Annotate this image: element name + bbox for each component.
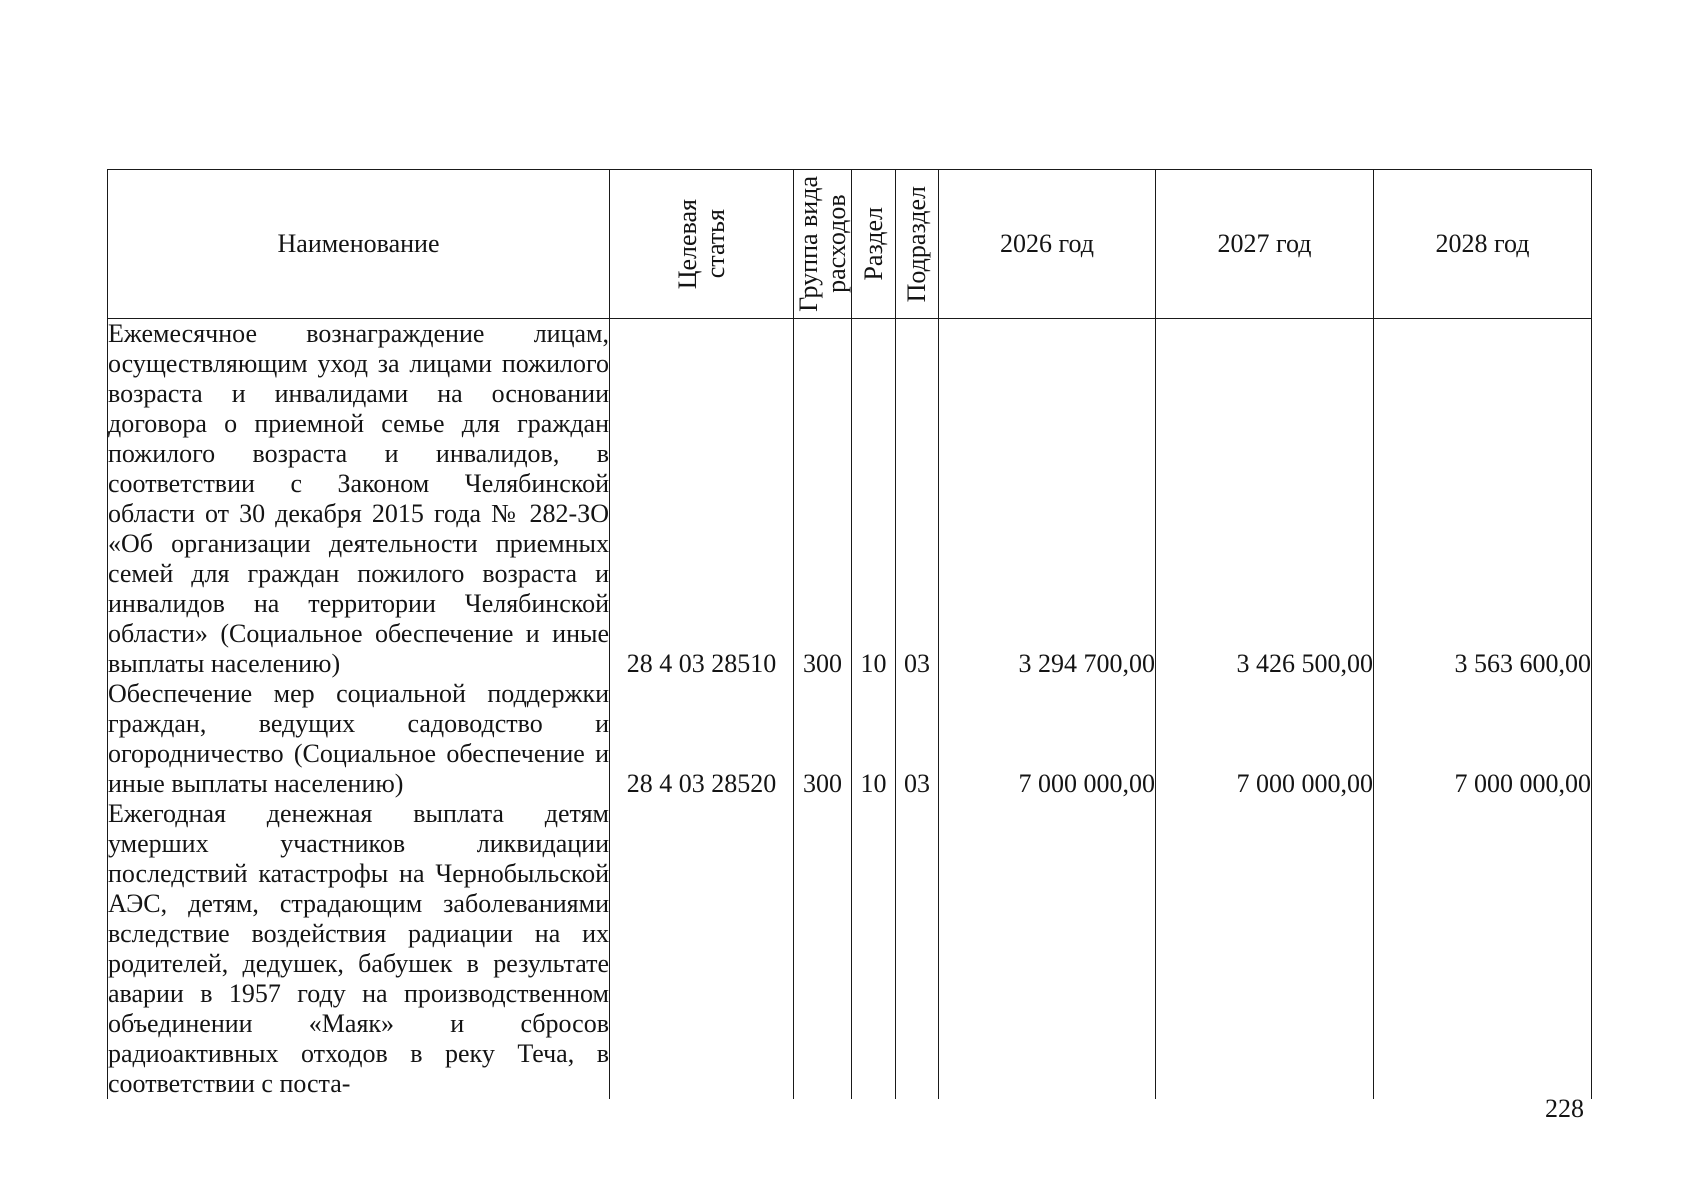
row-expense-group: 300 (794, 319, 852, 680)
table-header-row (108, 170, 1592, 319)
row-target-article (610, 799, 794, 1099)
row-amount-2026: 7 000 000,00 (939, 679, 1156, 799)
row-expense-group: 300 (794, 679, 852, 799)
row-target-article: 28 4 03 28510 (610, 319, 794, 680)
header-name: Наименование (108, 170, 610, 319)
row-name: Обеспечение мер социальной поддержки граждан, ведущих садоводство и огородничество (Социальное обеспечение и иные выплаты населению) (108, 679, 609, 798)
page-number: 228 (1545, 1094, 1584, 1123)
row-amount-2027: 3 426 500,00 (1156, 319, 1374, 680)
header-section: Раздел (852, 170, 896, 319)
budget-table (107, 169, 1592, 1099)
table-row (108, 799, 1592, 1099)
header-2026: 2026 год (939, 170, 1156, 319)
row-expense-group (794, 799, 852, 1099)
row-target-article: 28 4 03 28520 (610, 679, 794, 799)
header-2027: 2027 год (1156, 170, 1374, 319)
row-subsection: 03 (896, 319, 939, 680)
row-section (852, 799, 896, 1099)
row-section: 10 (852, 679, 896, 799)
row-amount-2026: 3 294 700,00 (939, 319, 1156, 680)
row-subsection: 03 (896, 679, 939, 799)
header-2028: 2028 год (1374, 170, 1592, 319)
row-name: Ежегодная денежная выплата детям умерших участников ликвидации последствий катастрофы на Чернобыльской АЭС, детям, страдающим заболеваниями вследствие воздействия радиации на их родителей, дедушек, бабушек в результате аварии в 1957 году на производственном объединении «Маяк» и сбросов радиоактивных отходов в реку Теча, в соответствии с поста- (108, 799, 609, 1098)
row-amount-2028 (1374, 799, 1592, 1099)
row-amount-2026 (939, 799, 1156, 1099)
header-target-article: Целевая статья (610, 170, 794, 319)
table-row (108, 319, 1592, 680)
row-section: 10 (852, 319, 896, 680)
header-subsection: Подраздел (896, 170, 939, 319)
row-subsection (896, 799, 939, 1099)
row-amount-2027: 7 000 000,00 (1156, 679, 1374, 799)
header-expense-group: Группа вида расходов (794, 170, 852, 319)
row-name: Ежемесячное вознаграждение лицам, осуществляющим уход за лицами пожилого возраста и инвалидами на основании договора о приемной семье для граждан пожилого возраста и инвалидов, в соответствии с Законом Челябинской области от 30 декабря 2015 года № 282-ЗО «Об организации деятельности приемных семей для граждан пожилого возраста и инвалидов на территории Челябинской области» (Социальное обеспечение и иные выплаты населению) (108, 319, 609, 678)
row-amount-2028: 7 000 000,00 (1374, 679, 1592, 799)
row-amount-2028: 3 563 600,00 (1374, 319, 1592, 680)
row-amount-2027 (1156, 799, 1374, 1099)
table-row (108, 679, 1592, 799)
